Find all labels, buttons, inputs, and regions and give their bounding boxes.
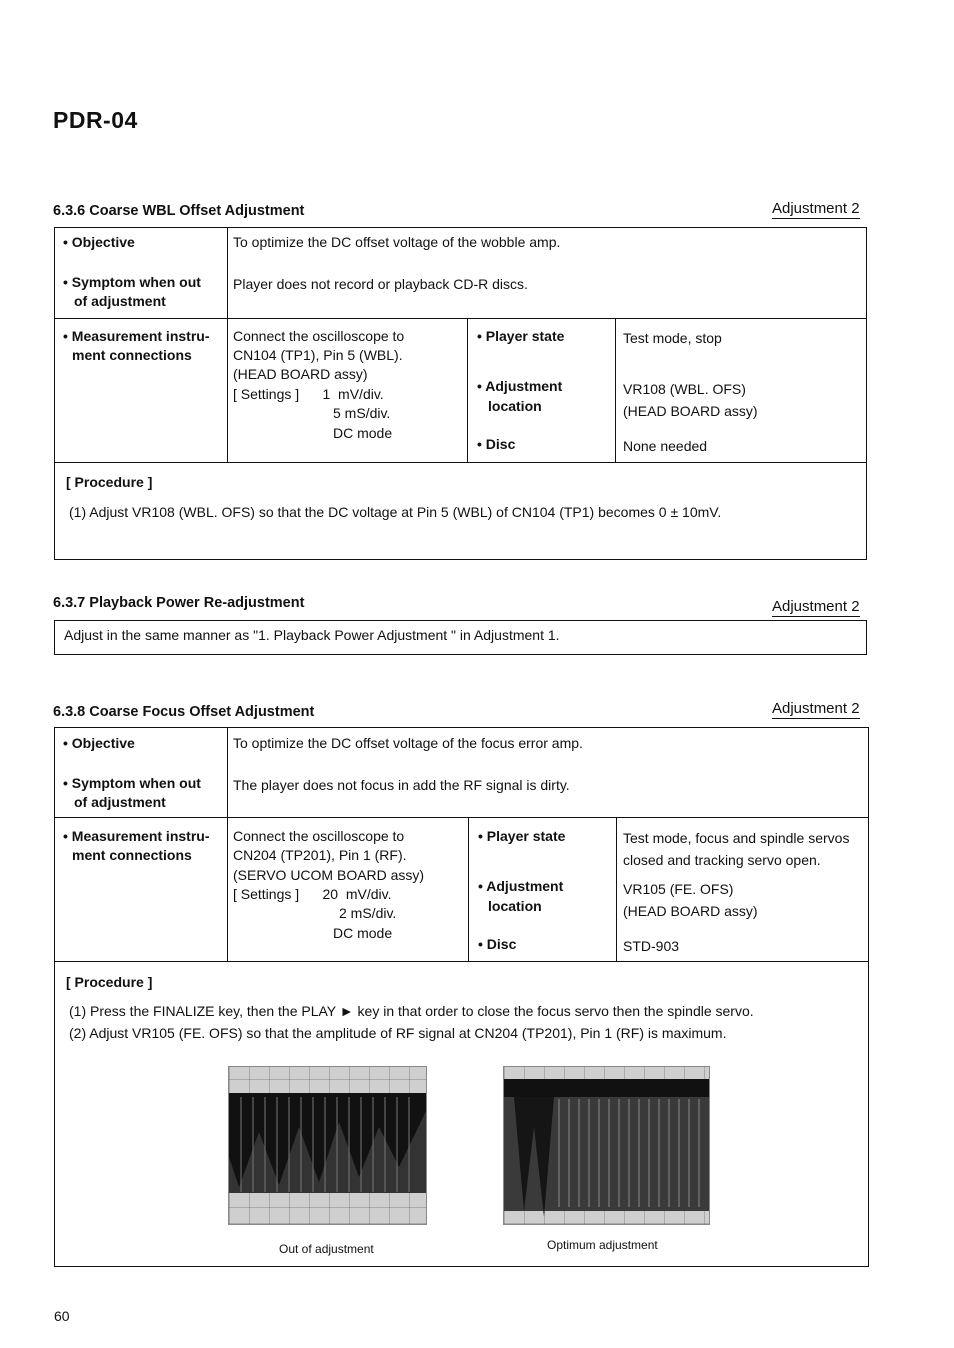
waveform-out-of-adjustment xyxy=(229,1067,427,1225)
section-title-638: 6.3.8 Coarse Focus Offset Adjustment xyxy=(53,704,315,720)
measurement-label: • Measurement instru- xyxy=(63,828,210,844)
section-title-637: 6.3.7 Playback Power Re-adjustment xyxy=(53,595,305,611)
oscilloscope-optimum-adjustment-image xyxy=(503,1066,710,1225)
disc-text: None needed xyxy=(623,438,708,454)
divider xyxy=(467,318,468,463)
measurement-label: • Measurement instru- xyxy=(63,328,210,344)
divider xyxy=(227,727,228,962)
symptom-label-cont: of adjustment xyxy=(74,293,166,309)
divider xyxy=(616,817,617,962)
measurement-line: (SERVO UCOM BOARD assy) xyxy=(233,867,425,883)
oscilloscope-out-of-adjustment-image xyxy=(228,1066,427,1225)
measurement-line: [ Settings ] 1 mV/div. xyxy=(233,386,384,402)
divider xyxy=(468,817,469,962)
symptom-label: • Symptom when out xyxy=(63,274,201,290)
player-state-label: • Player state xyxy=(477,328,565,344)
waveform-optimum-adjustment xyxy=(504,1067,710,1225)
divider xyxy=(54,318,867,319)
measurement-line: DC mode xyxy=(333,425,393,441)
measurement-line: 5 mS/div. xyxy=(333,405,391,421)
symptom-text: The player does not focus in add the RF signal is dirty. xyxy=(233,777,570,793)
measurement-line: Connect the oscilloscope to xyxy=(233,828,405,844)
player-state-text: closed and tracking servo open. xyxy=(623,852,821,868)
measurement-line: [ Settings ] 20 mV/div. xyxy=(233,886,392,902)
table-638 xyxy=(54,727,869,1267)
adjustment-location-label: • Adjustment xyxy=(477,378,563,394)
divider xyxy=(615,318,616,463)
adjustment-location-text: VR105 (FE. OFS) xyxy=(623,881,734,897)
adjustment-location-text: (HEAD BOARD assy) xyxy=(623,403,758,419)
caption-optimum-adjustment: Optimum adjustment xyxy=(547,1238,658,1252)
divider xyxy=(54,462,867,463)
section-title-636: 6.3.6 Coarse WBL Offset Adjustment xyxy=(53,203,305,219)
symptom-label: • Symptom when out xyxy=(63,775,201,791)
procedure-step: (1) Adjust VR108 (WBL. OFS) so that the DC voltage at Pin 5 (WBL) of CN104 (TP1) becomes 0 ± 10mV. xyxy=(69,504,722,520)
objective-label: • Objective xyxy=(63,735,135,751)
measurement-line: 2 mS/div. xyxy=(339,905,397,921)
objective-text: To optimize the DC offset voltage of the focus error amp. xyxy=(233,735,583,751)
divider xyxy=(227,227,228,463)
divider xyxy=(54,817,869,818)
adjustment-location-label-cont: location xyxy=(488,398,542,414)
disc-label: • Disc xyxy=(478,936,517,952)
note-text-637: Adjust in the same manner as "1. Playback Power Adjustment " in Adjustment 1. xyxy=(64,627,560,643)
divider xyxy=(54,961,869,962)
adjustment-tag-638: Adjustment 2 xyxy=(772,700,860,717)
procedure-step: (2) Adjust VR105 (FE. OFS) so that the amplitude of RF signal at CN204 (TP201), Pin 1 (RF) is maximum. xyxy=(69,1025,727,1041)
procedure-label: [ Procedure ] xyxy=(66,974,153,990)
measurement-line: Connect the oscilloscope to xyxy=(233,328,405,344)
procedure-label: [ Procedure ] xyxy=(66,474,153,490)
objective-label: • Objective xyxy=(63,234,135,250)
procedure-step: (1) Press the FINALIZE key, then the PLAY ► key in that order to close the focus servo then the spindle servo. xyxy=(69,1003,754,1019)
player-state-label: • Player state xyxy=(478,828,566,844)
player-state-text: Test mode, focus and spindle servos xyxy=(623,830,850,846)
disc-text: STD-903 xyxy=(623,938,680,954)
measurement-line: CN104 (TP1), Pin 5 (WBL). xyxy=(233,347,403,363)
adjustment-location-label-cont: location xyxy=(488,898,542,914)
player-state-text: Test mode, stop xyxy=(623,330,722,346)
adjustment-tag-637: Adjustment 2 xyxy=(772,598,860,615)
measurement-label-cont: ment connections xyxy=(72,847,192,863)
adjustment-location-text: (HEAD BOARD assy) xyxy=(623,903,758,919)
adjustment-location-label: • Adjustment xyxy=(478,878,564,894)
symptom-text: Player does not record or playback CD-R discs. xyxy=(233,276,528,292)
measurement-line: (HEAD BOARD assy) xyxy=(233,366,368,382)
measurement-label-cont: ment connections xyxy=(72,347,192,363)
symptom-label-cont: of adjustment xyxy=(74,794,166,810)
measurement-line: DC mode xyxy=(333,925,393,941)
adjustment-tag-636: Adjustment 2 xyxy=(772,200,860,217)
page-number: 60 xyxy=(54,1308,70,1324)
disc-label: • Disc xyxy=(477,436,516,452)
caption-out-of-adjustment: Out of adjustment xyxy=(279,1242,374,1256)
adjustment-location-text: VR108 (WBL. OFS) xyxy=(623,381,746,397)
measurement-line: CN204 (TP201), Pin 1 (RF). xyxy=(233,847,407,863)
objective-text: To optimize the DC offset voltage of the wobble amp. xyxy=(233,234,561,250)
model-title: PDR-04 xyxy=(53,107,138,133)
